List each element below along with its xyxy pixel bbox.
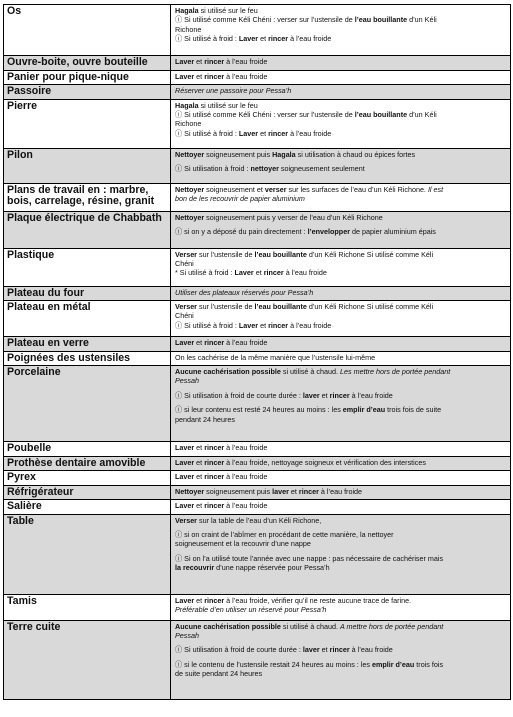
- item-name: Poignées des ustensiles: [4, 351, 171, 366]
- item-name: Plateau en métal: [4, 301, 171, 337]
- instruction-line: [175, 185, 507, 194]
- text: d’une nappe réservée pour Pessa’h: [214, 563, 330, 573]
- text: à l’eau froide: [283, 268, 327, 278]
- text: ⓘ Si utilisé à froid :: [175, 34, 239, 44]
- bold-text: l’eau bouillante: [354, 15, 408, 25]
- table-row: [4, 148, 511, 183]
- text: et: [319, 645, 330, 655]
- bold-text: Laver: [175, 57, 195, 66]
- text: de papier aluminium épais: [350, 226, 436, 236]
- text: Chéni: [175, 258, 194, 268]
- bold-text: Nettoyer: [175, 486, 205, 496]
- instruction-line: [175, 563, 507, 572]
- instruction-line: [175, 101, 507, 110]
- bold-text: emplir d’eau: [371, 659, 415, 669]
- instruction-line: [175, 530, 507, 539]
- bold-text: Laver: [238, 128, 259, 138]
- bold-text: Laver: [175, 472, 195, 481]
- bold-text: Laver: [175, 338, 195, 347]
- instruction-line: [175, 391, 507, 400]
- table-row: [4, 442, 511, 457]
- bold-text: Laver: [175, 501, 195, 510]
- item-name: Table: [4, 514, 171, 594]
- bold-text: Laver: [234, 268, 254, 278]
- item-instructions: [171, 99, 511, 148]
- text: à l’eau froide, vérifier qu’il ne reste aucune trace de farine.: [224, 595, 412, 605]
- item-name: Pyrex: [4, 471, 171, 486]
- item-name: Ouvre-boite, ouvre bouteille: [4, 56, 171, 71]
- text: à l’eau froide: [318, 486, 363, 496]
- text: ⓘ Si utilisation à froid de courte durée :: [175, 390, 303, 400]
- item-instructions: [171, 500, 511, 515]
- instruction-line: [175, 25, 507, 34]
- table-row: [4, 471, 511, 486]
- text: ⓘ Si utilisation à froid de courte durée :: [175, 645, 303, 655]
- italic-text: A mettre hors de portée pendant: [340, 621, 444, 631]
- bold-text: rincer: [268, 128, 289, 138]
- italic-text: Pessah: [175, 376, 199, 386]
- bold-text: rincer: [204, 57, 225, 66]
- bold-text: laver: [302, 390, 320, 400]
- text: et: [258, 128, 269, 138]
- instruction-line: [175, 669, 507, 678]
- instruction-line: [175, 554, 507, 563]
- bold-text: rincer: [204, 472, 225, 481]
- instruction-line: [175, 268, 507, 277]
- bold-text: rincer: [204, 443, 225, 452]
- item-name: Passoire: [4, 85, 171, 100]
- item-instructions: [171, 594, 511, 620]
- bold-text: l’eau bouillante: [254, 302, 307, 311]
- text: à l’eau froide, nettoyage soigneux et vérification des interstices: [224, 457, 426, 467]
- bold-text: rincer: [204, 501, 225, 510]
- text: ⓘ si on y a déposé du pain directement :: [175, 226, 308, 236]
- bold-text: Laver: [238, 320, 259, 330]
- text: à l’eau froide: [288, 320, 332, 330]
- text: et: [253, 268, 264, 278]
- table-body: [4, 5, 511, 700]
- bold-text: Hagala: [272, 149, 296, 159]
- item-name: Os: [4, 5, 171, 56]
- table-row: [4, 301, 511, 337]
- text: et: [194, 457, 205, 467]
- instruction-line: [175, 367, 507, 376]
- instruction-line: [175, 376, 507, 385]
- text: d’un Kéli: [407, 15, 437, 25]
- item-instructions: [171, 337, 511, 352]
- text: Chéni: [175, 311, 194, 321]
- bold-text: Hagala: [175, 6, 199, 15]
- text: sur la table de l’eau d’un Kéli Richone,: [196, 515, 322, 525]
- instruction-line: [175, 250, 507, 259]
- bold-text: rincer: [329, 390, 350, 400]
- instruction-line: [175, 259, 507, 268]
- item-instructions: [171, 351, 511, 366]
- table-row: [4, 56, 511, 71]
- text: à l’eau froide: [349, 390, 393, 400]
- table-row: [4, 183, 511, 211]
- item-name: Pilon: [4, 148, 171, 183]
- instruction-line: [175, 321, 507, 330]
- instruction-line: [175, 405, 507, 414]
- bold-text: Hagala: [175, 100, 199, 110]
- table-row: [4, 620, 511, 699]
- instruction-line: [175, 311, 507, 320]
- text: à l’eau froide: [224, 443, 268, 452]
- instruction-line: [175, 119, 507, 128]
- item-name: Plateau du four: [4, 286, 171, 301]
- text: à l’eau froide: [224, 71, 268, 81]
- text: si utilisé à chaud.: [280, 621, 340, 631]
- item-instructions: [171, 442, 511, 457]
- text: à l’eau froide: [288, 128, 332, 138]
- item-name: Réfrigérateur: [4, 485, 171, 500]
- text: à l’eau froide: [288, 34, 332, 44]
- text: ⓘ Si utilisé à froid :: [175, 320, 239, 330]
- instruction-line: [175, 622, 507, 631]
- text: à l’eau froide: [224, 501, 268, 510]
- item-instructions: [171, 70, 511, 85]
- bold-text: Aucune cachérisation possible: [175, 621, 281, 631]
- item-name: Salière: [4, 500, 171, 515]
- text: Richone: [175, 24, 202, 34]
- instruction-line: [175, 288, 507, 297]
- italic-text: Les mettre hors de portée pendant: [340, 367, 451, 376]
- item-instructions: [171, 485, 511, 500]
- text: pendant 24 heures: [175, 414, 235, 424]
- text: * Si utilisé à froid :: [175, 268, 235, 278]
- text: soigneusement seulement: [278, 163, 365, 173]
- bold-text: rincer: [204, 457, 225, 467]
- instruction-line: [175, 501, 507, 510]
- instruction-line: [175, 72, 507, 81]
- bold-text: Laver: [175, 443, 195, 452]
- text: ⓘ Si utilisation à froid :: [175, 163, 251, 173]
- text: ⓘ Si utilisé à froid :: [175, 128, 239, 138]
- bold-text: rincer: [204, 338, 225, 347]
- text: et: [319, 390, 330, 400]
- text: ⓘ Si utilisé comme Kéli Chéni : verser sur l’ustensile de: [175, 15, 355, 25]
- bold-text: rincer: [204, 71, 225, 81]
- text: d’un Kéli Richone Si utilisé comme Kéli: [306, 249, 434, 259]
- bold-text: rincer: [204, 595, 225, 605]
- item-instructions: [171, 620, 511, 699]
- item-instructions: [171, 85, 511, 100]
- text: ⓘ Si utilisé comme Kéli Chéni : verser sur l’ustensile de: [175, 109, 355, 119]
- bold-text: l’eau bouillante: [254, 249, 307, 259]
- bold-text: Nettoyer: [175, 184, 205, 194]
- instruction-line: [175, 194, 507, 203]
- italic-text: Il est: [427, 184, 444, 194]
- text: et: [258, 320, 269, 330]
- bold-text: rincer: [268, 320, 289, 330]
- table-row: [4, 514, 511, 594]
- text: soigneusement et la recouvrir d’une nappe: [175, 539, 311, 549]
- bold-text: laver: [272, 486, 289, 496]
- text: et: [194, 443, 205, 452]
- text: si utilisation à chaud ou épices fortes: [295, 149, 416, 159]
- instruction-line: [175, 57, 507, 66]
- instruction-line: [175, 605, 507, 614]
- item-name: Terre cuite: [4, 620, 171, 699]
- item-instructions: [171, 56, 511, 71]
- instruction-line: [175, 34, 507, 43]
- table-row: [4, 366, 511, 442]
- instruction-line: [175, 338, 507, 347]
- bold-text: emplir d’eau: [342, 405, 386, 415]
- bold-text: laver: [302, 645, 320, 655]
- text: sur l’ustensile de: [196, 302, 255, 311]
- table-row: [4, 99, 511, 148]
- instruction-line: [175, 645, 507, 654]
- table-row: [4, 85, 511, 100]
- text: soigneusement puis y verser de l’eau d’un Kéli Richone: [204, 212, 383, 222]
- instruction-line: [175, 353, 507, 362]
- instruction-line: [175, 631, 507, 640]
- text: ⓘ Si on l’a utilisé toute l’année avec une nappe : pas nécessaire de cachériser mais: [175, 553, 444, 563]
- item-instructions: [171, 366, 511, 442]
- table-row: [4, 337, 511, 352]
- bold-text: Laver: [175, 457, 195, 467]
- text: si utilisé sur le feu: [198, 100, 258, 110]
- text: à l’eau froide: [224, 472, 268, 481]
- bold-text: verser: [264, 184, 287, 194]
- item-instructions: [171, 148, 511, 183]
- instruction-line: [175, 539, 507, 548]
- bold-text: Nettoyer: [175, 149, 205, 159]
- item-instructions: [171, 5, 511, 56]
- item-name: Plans de travail en : marbre, bois, carrelage, résine, granit: [4, 183, 171, 211]
- text: ⓘ si le contenu de l’ustensile restait 24 heures au moins : les: [175, 659, 372, 669]
- italic-text: Pessah: [175, 630, 199, 640]
- text: et: [194, 501, 205, 510]
- text: trois fois de suite: [385, 405, 442, 415]
- instruction-line: [175, 487, 507, 496]
- bold-text: la recouvrir: [175, 563, 215, 573]
- text: de suite pendant 24 heures: [175, 669, 263, 679]
- instruction-line: [175, 110, 507, 119]
- bold-text: rincer: [263, 268, 284, 278]
- item-name: Porcelaine: [4, 366, 171, 442]
- instruction-line: [175, 213, 507, 222]
- text: et: [288, 486, 299, 496]
- italic-text: Réserver une passoire pour Pessa’h: [175, 86, 292, 95]
- text: à l’eau froide: [224, 57, 268, 66]
- bold-text: l’envelopper: [307, 226, 350, 236]
- bold-text: Aucune cachérisation possible: [175, 367, 281, 376]
- bold-text: Nettoyer: [175, 212, 205, 222]
- text: si utilisé sur le feu: [198, 6, 258, 15]
- text: et: [194, 71, 205, 81]
- instruction-line: [175, 458, 507, 467]
- text: soigneusement puis: [204, 149, 273, 159]
- text: sur l’ustensile de: [196, 249, 255, 259]
- table-row: [4, 351, 511, 366]
- item-instructions: [171, 211, 511, 248]
- text: à l’eau froide: [349, 645, 393, 655]
- text: et: [194, 57, 205, 66]
- italic-text: bon de les recouvrir de papier aluminium: [175, 193, 305, 203]
- item-name: Plastique: [4, 248, 171, 286]
- table-row: [4, 594, 511, 620]
- bold-text: Verser: [175, 302, 197, 311]
- italic-text: Utiliser des plateaux réservés pour Pessa’h: [175, 287, 314, 297]
- instruction-line: [175, 302, 507, 311]
- instruction-line: [175, 443, 507, 452]
- bold-text: rincer: [298, 486, 319, 496]
- item-instructions: [171, 456, 511, 471]
- instruction-line: [175, 129, 507, 138]
- text: si utilisé à chaud.: [280, 367, 340, 376]
- instruction-line: [175, 150, 507, 159]
- kasherization-table: [3, 4, 511, 700]
- bold-text: rincer: [268, 34, 289, 44]
- bold-text: Verser: [175, 249, 197, 259]
- text: soigneusement puis: [204, 486, 273, 496]
- table-row: [4, 5, 511, 56]
- text: et: [194, 472, 205, 481]
- table-row: [4, 286, 511, 301]
- bold-text: Laver: [175, 595, 195, 605]
- item-name: Pierre: [4, 99, 171, 148]
- bold-text: rincer: [329, 645, 350, 655]
- item-name: Plateau en verre: [4, 337, 171, 352]
- bold-text: Verser: [175, 515, 197, 525]
- table-row: [4, 248, 511, 286]
- table-row: [4, 456, 511, 471]
- item-instructions: [171, 301, 511, 337]
- text: et: [194, 595, 205, 605]
- text: sur les surfaces de l’eau d’un Kéli Richone.: [286, 184, 428, 194]
- bold-text: nettoyer: [250, 163, 279, 173]
- instruction-line: [175, 227, 507, 236]
- text: à l’eau froide: [224, 338, 268, 347]
- bold-text: l’eau bouillante: [354, 109, 408, 119]
- instruction-line: [175, 86, 507, 95]
- item-instructions: [171, 514, 511, 594]
- italic-text: Préférable d’en utiliser un réservé pour Pessa’h: [175, 604, 327, 614]
- instruction-line: [175, 516, 507, 525]
- instruction-line: [175, 596, 507, 605]
- item-instructions: [171, 183, 511, 211]
- item-instructions: [171, 248, 511, 286]
- text: et: [258, 34, 269, 44]
- instruction-line: [175, 472, 507, 481]
- item-name: Poubelle: [4, 442, 171, 457]
- table-row: [4, 70, 511, 85]
- bold-text: Laver: [175, 71, 195, 81]
- text: On les cachérise de la même manière que l’ustensile lui-même: [175, 352, 376, 362]
- text: d’un Kéli: [407, 109, 437, 119]
- item-instructions: [171, 286, 511, 301]
- table-row: [4, 485, 511, 500]
- text: ⓘ si leur contenu est resté 24 heures au moins : les: [175, 405, 343, 415]
- text: soigneusement et: [204, 184, 265, 194]
- text: ⓘ si on craint de l’abîmer en procédant de cette manière, la nettoyer: [175, 529, 394, 539]
- item-name: Plaque électrique de Chabbath: [4, 211, 171, 248]
- instruction-line: [175, 164, 507, 173]
- table-row: [4, 500, 511, 515]
- text: d’un Kéli Richone Si utilisé comme Kéli: [306, 302, 434, 311]
- item-name: Panier pour pique-nique: [4, 70, 171, 85]
- text: et: [194, 338, 205, 347]
- instruction-line: [175, 415, 507, 424]
- item-name: Tamis: [4, 594, 171, 620]
- instruction-line: [175, 15, 507, 24]
- instruction-line: [175, 6, 507, 15]
- item-instructions: [171, 471, 511, 486]
- instruction-line: [175, 660, 507, 669]
- text: Richone: [175, 119, 202, 129]
- bold-text: Laver: [238, 34, 259, 44]
- text: trois fois: [414, 659, 444, 669]
- item-name: Prothèse dentaire amovible: [4, 456, 171, 471]
- table-row: [4, 211, 511, 248]
